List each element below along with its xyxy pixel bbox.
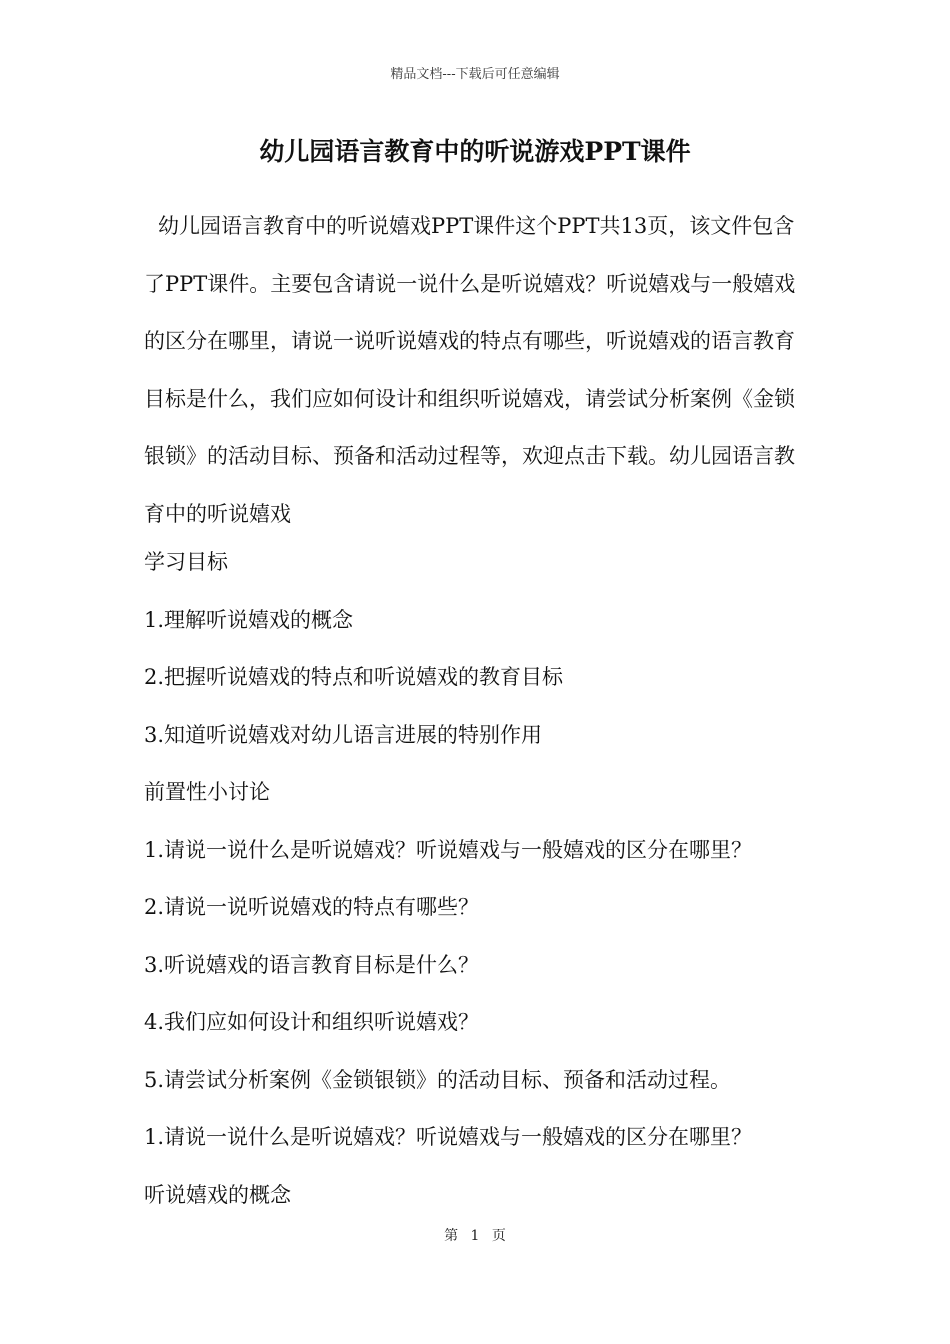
section-heading-discussion: 前置性小讨论 [144, 780, 270, 804]
list-item: 2.请说一说听说嬉戏的特点有哪些？ [144, 895, 480, 919]
document-title: 幼儿园语言教育中的听说游戏PPT课件 [259, 137, 691, 166]
list-item: 2.把握听说嬉戏的特点和听说嬉戏的教育目标 [144, 665, 564, 689]
footer-prefix: 第 [444, 1228, 459, 1244]
page-header: 精品文档---下载后可任意编辑 [390, 67, 560, 82]
list-item: 3.听说嬉戏的语言教育目标是什么？ [144, 952, 480, 977]
list-item: 5.请尝试分析案例《金锁银锁》的活动目标、预备和活动过程。 [144, 1067, 732, 1092]
list-item: 1.请说一说什么是听说嬉戏？听说嬉戏与一般嬉戏的区分在哪里？ [144, 837, 753, 862]
intro-paragraph: 幼儿园语言教育中的听说嬉戏PPT课件这个PPT共13页，该文件包含了PPT课件。主要包含请说一说什么是听说嬉戏？听说嬉戏与一般嬉戏的区分在哪里，请说一说听说嬉戏的特点有哪些，听说嬉戏的语言教育目标是什么，我们应如何设计和组织听说嬉戏，请尝试分析案例《金锁银锁》的活动目标、预备和活动过程等，欢迎点击下载。幼儿园语言教育中的听说嬉戏 [144, 214, 796, 526]
page-number: 1 [470, 1228, 480, 1244]
section-heading-concept: 听说嬉戏的概念 [144, 1182, 291, 1207]
footer-suffix: 页 [491, 1228, 506, 1244]
section-heading-learning-goals: 学习目标 [144, 550, 228, 574]
list-item: 1.请说一说什么是听说嬉戏？听说嬉戏与一般嬉戏的区分在哪里？ [144, 1125, 753, 1149]
page-footer [0, 1226, 950, 1246]
list-item: 1.理解听说嬉戏的概念 [144, 607, 354, 632]
content-lines [144, 534, 824, 1224]
list-item: 3.知道听说嬉戏对幼儿语言进展的特别作用 [144, 722, 543, 747]
list-item: 4.我们应如何设计和组织听说嬉戏？ [144, 1010, 480, 1034]
